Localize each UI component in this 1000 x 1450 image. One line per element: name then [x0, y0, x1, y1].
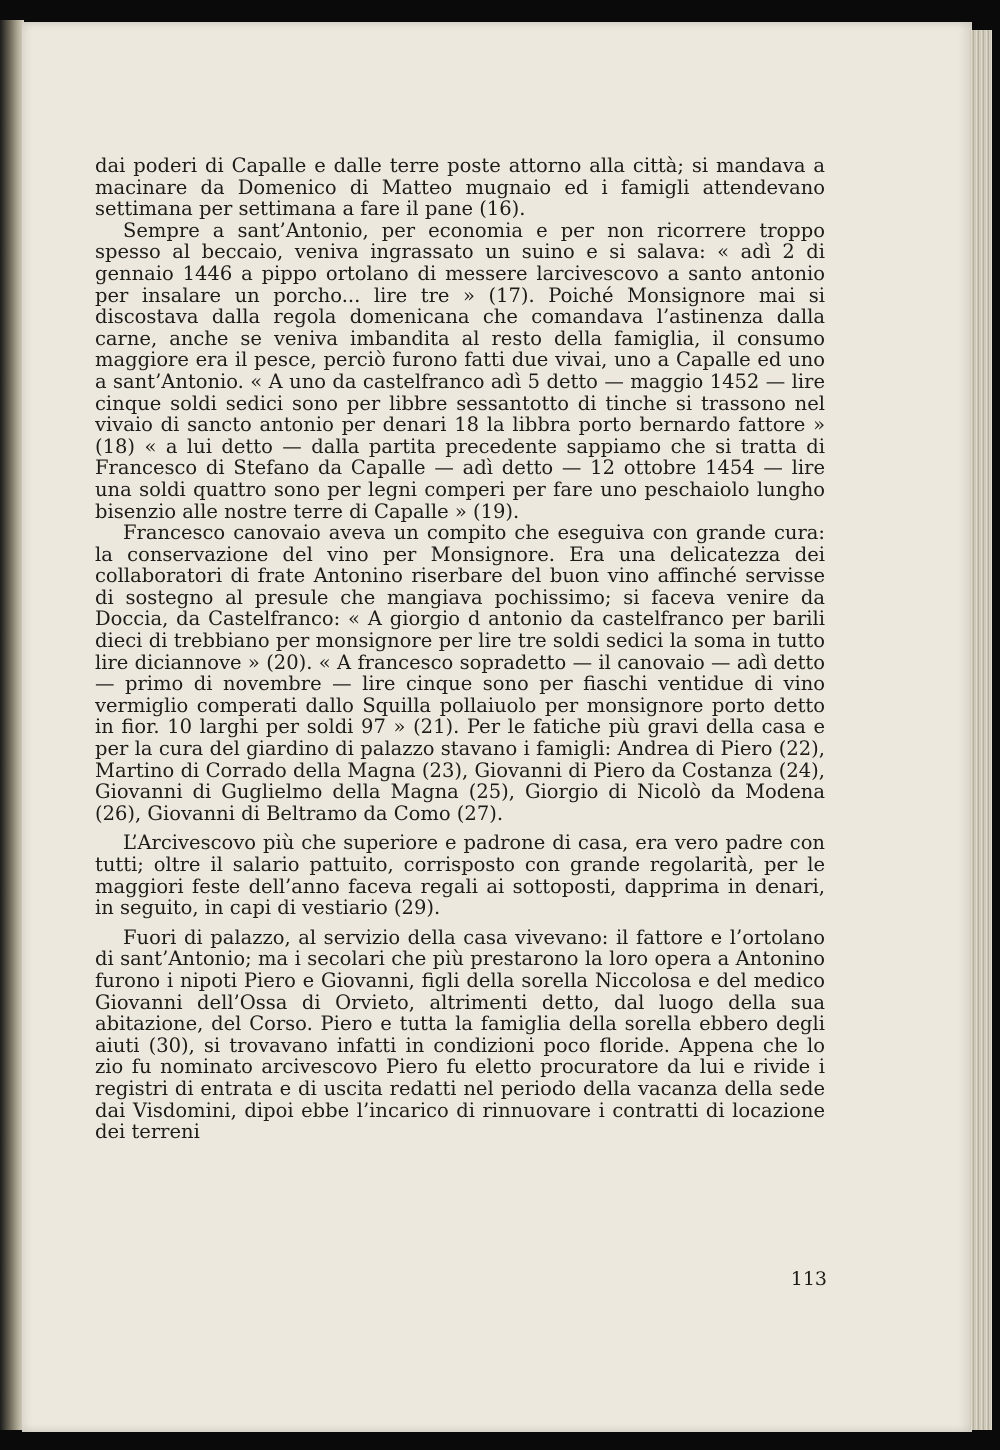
book-spine: [0, 20, 24, 1430]
paragraph-1: dai poderi di Capalle e dalle terre poste attorno alla città; si mandava a macinare da Domenico di Matteo mugnaio ed i famigli attendevano settimana per settimana a fare il pane (16).: [95, 154, 825, 221]
page-edges: [970, 30, 992, 1430]
paragraph-4: L’Arcivescovo più che superiore e padrone di casa, era vero padre con tutti; oltre il salario pattuito, corrisposto con grande regolarità, per le maggiori feste dell’anno faceva regali ai sottoposti, dapprima in denari, in seguito, in capi di vestiario (29).: [95, 831, 825, 920]
page-number: 113: [790, 1268, 827, 1290]
paragraph-3: Francesco canovaio aveva un compito che eseguiva con grande cura: la conservazione del vino per Monsignore. Era una delicatezza dei collaboratori di frate Antonino riserbare del buon vino affinché servisse di sostegno al presule che mangiava pochissimo; si faceva venire da Doccia, da Castelfranco: « A giorgio d antonio da castelfranco per barili dieci di trebbiano per monsignore per lire tre soldi sedici la soma in tutto lire diciannove » (20). « A francesco sopradetto — il canovaio — adì detto — primo di novembre — lire cinque sono per fiaschi ventidue di vino vermiglio comperati dallo Squilla pollaiuolo per monsignore porto detto in fior. 10 larghi per soldi 97 » (21). Per le fatiche più gravi della casa e per la cura del giardino di palazzo stavano i famigli: Andrea di Piero (22), Martino di Corrado della Magna (23), Giovanni di Piero da Costanza (24), Giovanni di Guglielmo della Magna (25), Giorgio di Nicolò da Modena (26), Giovanni di Beltramo da Como (27).: [95, 521, 825, 825]
paragraph-5: Fuori di palazzo, al servizio della casa vivevano: il fattore e l’ortolano di sant’Antonio; ma i secolari che più prestarono la loro opera a Antonino furono i nipoti Piero e Giovanni, figli della sorella Niccolosa e del medico Giovanni dell’Ossa di Orvieto, altrimenti detto, dal luogo della sua abitazione, del Corso. Piero e tutta la famiglia della sorella ebbero degli aiuti (30), si trovavano infatti in condizioni poco floride. Appena che lo zio fu nominato arcivescovo Piero fu eletto procuratore da lui e rivide i registri di entrata e di uscita redatti nel periodo della vacanza della sede dai Visdomini, dipoi ebbe l’incarico di rinnuovare i contratti di locazione dei terreni: [95, 925, 825, 1144]
paragraph-2: Sempre a sant’Antonio, per economia e per non ricorrere troppo spesso al beccaio, veniva ingrassato un suino e si salava: « adì 2 di gennaio 1446 a pippo ortolano di messere larcivescovo a santo antonio per insalare un porcho... lire tre » (17). Poiché Monsignore mai si discostava dalla regola domenicana che comandava l’astinenza dalla carne, anche se veniva imbandita al resto della famiglia, il consumo maggiore era il pesce, perciò furono fatti due vivai, uno a Capalle ed uno a sant’Antonio. « A uno da castelfranco adì 5 detto — maggio 1452 — lire cinque soldi sedici sono per libbre sessantotto di tinche si trassono nel vivaio di sancto antonio per denari 18 la libbra porto bernardo fattore » (18) « a lui detto — dalla partita precedente sappiamo che si tratta di Francesco di Stefano da Capalle — adì detto — 12 ottobre 1454 — lire una soldi quattro sono per legni comperi per fare uno peschaiolo lungho bisenzio alle nostre terre di Capalle » (19).: [95, 218, 825, 523]
body-text: [95, 155, 825, 1143]
